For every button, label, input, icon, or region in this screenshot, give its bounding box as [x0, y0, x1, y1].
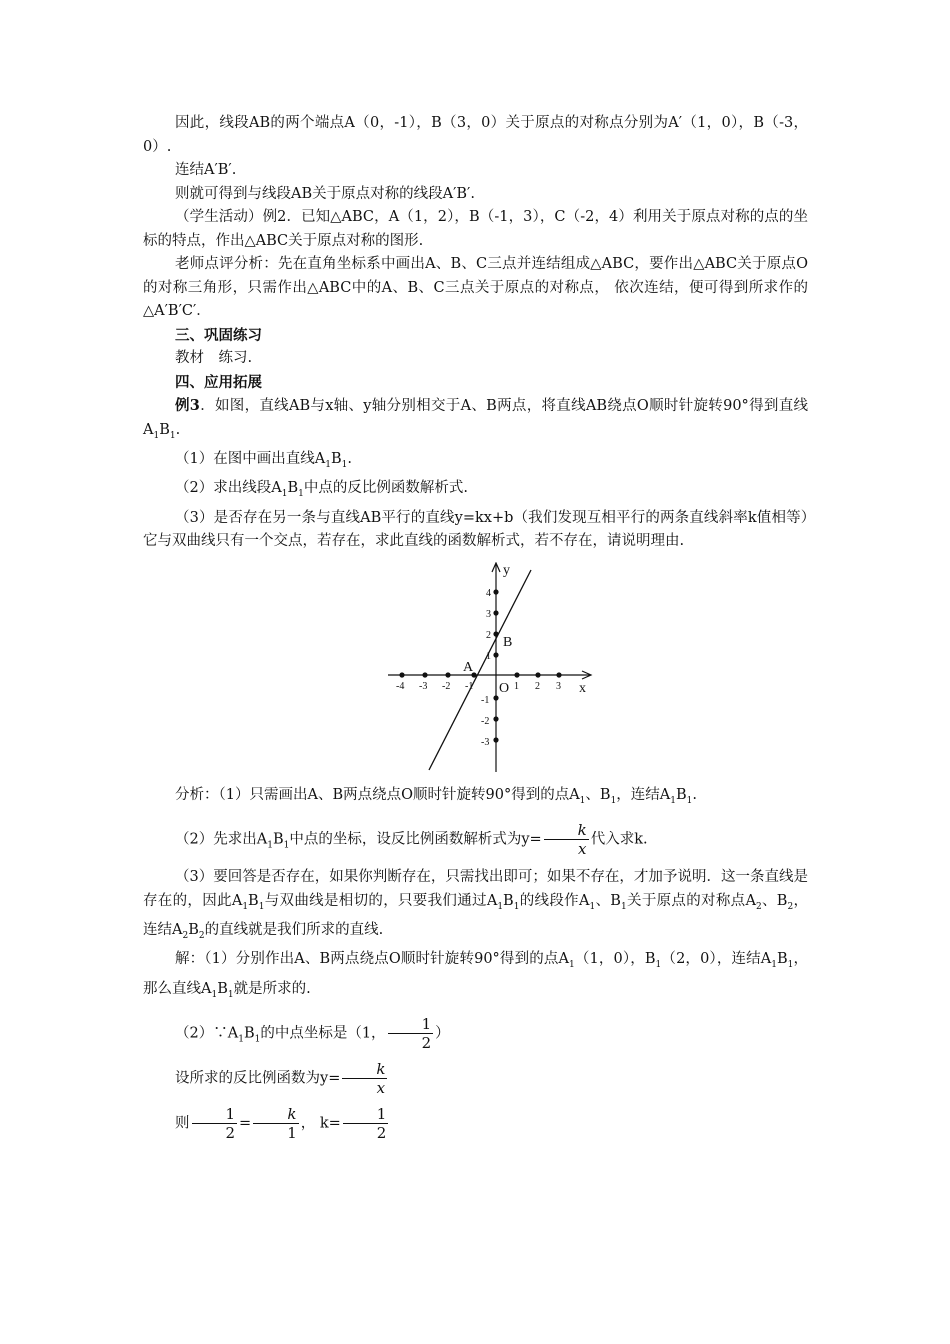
- fraction-k-over-x: $\frac{k}{x}$: [544, 821, 589, 858]
- paragraph: 教材 练习.: [175, 350, 253, 366]
- solution-1: 解：（1）分别作出A、B两点绕点O顺时针旋转90°得到的点$A_1(1$，0），$B_1(2$，0），连结$A_1B_1$，那么直线$A_1B_1$就是所求的.: [143, 951, 809, 1000]
- coordinate-figure: [385, 562, 595, 774]
- question-1: （1）在图中画出直线$A_1B_1$.: [175, 450, 352, 470]
- fraction-one-half: $\frac{1}{2}$: [192, 1105, 238, 1142]
- fraction-one-half: $\frac{1}{2}$: [343, 1105, 389, 1142]
- fraction-k-over-x: $\frac{k}{x}$: [342, 1060, 387, 1097]
- solution-3: 设所求的反比例函数为y= $\frac{k}{x}$: [175, 1060, 386, 1098]
- x-tick-label: -3: [419, 680, 428, 692]
- line-ab: [429, 570, 531, 770]
- paragraph: 老师点评分析：先在直角坐标系中画出A、B、C三点并连结组成△ABC，要作出△ABC关于原点O的对称三角形，只需作出△ABC中的A、B、C三点关于原点的对称点， 依次连结，便可得到所求作的△A′B′C′．: [143, 256, 808, 319]
- y-tick-label: -1: [481, 694, 490, 706]
- paragraph: 则就可得到与线段AB关于原点对称的线段A′B′.: [175, 185, 475, 202]
- x-tick-label: -2: [442, 680, 451, 692]
- origin-label: O: [499, 680, 510, 696]
- section-heading: 三、巩固练习: [175, 326, 262, 344]
- document-page: [143, 112, 808, 1142]
- x-tick-label: -4: [396, 680, 405, 692]
- solution-2: $(2)\because A_1B_1$的中点坐标是（1， $\frac{1}{2}$ ）: [175, 1015, 450, 1053]
- paragraph: 连结A′B′.: [175, 162, 237, 178]
- x-tick-label: 2: [535, 680, 540, 692]
- point-a-label: A: [463, 659, 474, 675]
- paragraph: （学生活动）例2．已知△ABC，A（1，2），B（-1，3），C（-2，4）利用关于原点对称的点的坐标的特点，作出△ABC关于原点对称的图形.: [143, 209, 808, 249]
- fraction-one-half: $\frac{1}{2}$: [388, 1015, 434, 1052]
- y-tick-label: 4: [486, 587, 491, 599]
- fraction-k-over-1: $\frac{k}{1}$: [253, 1105, 299, 1142]
- y-tick-label: -2: [481, 715, 490, 727]
- y-tick-label: 1: [486, 650, 491, 662]
- y-tick-label: 2: [486, 629, 491, 641]
- question-3: （3）是否存在另一条与直线AB平行的直线y=kx+b（我们发现互相平行的两条直线斜率k值相等）它与双曲线只有一个交点，若存在，求此直线的函数解析式，若不存在，请说明理由.: [143, 509, 808, 550]
- analysis-1: 分析：（1）只需画出A、B两点绕点O顺时针旋转90°得到的点$A_1$、$B_1$，连结$A_1B_1$.: [175, 786, 698, 806]
- example-3: 例3．如图，直线AB与x轴、y轴分别相交于A、B两点，将直线AB绕点O顺时针旋转90°得到直线$A_1B_1$.: [143, 397, 808, 441]
- question-2: （2）求出线段$A_1B_1$中点的反比例函数解析式.: [175, 480, 468, 500]
- x-tick-label: 1: [514, 680, 519, 692]
- analysis-2: （2）先求出$A_1B_1$中点的坐标，设反比例函数解析式为y= $\frac{k}{x}$ 代入求k.: [175, 821, 648, 859]
- solution-4: 则 $\frac{1}{2}$ = $\frac{k}{1}$ ， k= $\frac{1}{2}$: [175, 1105, 387, 1143]
- x-axis-label: x: [579, 680, 586, 696]
- y-tick-label: -3: [481, 736, 490, 748]
- y-tick-label: 3: [486, 608, 491, 620]
- x-tick-label: 3: [556, 680, 561, 692]
- analysis-3: （3）要回答是否存在，如果你判断存在，只需找出即可；如果不存在，才加予说明．这一条直线是存在的，因此$A_1B_1$与双曲线是相切的，只要我们通过$A_1B_1$的线段作$A_1$、$B_1$关于原点的对称点$A_2$、$B_2$，连结$A_2B_2$的直线就是我们所求的直线.: [143, 869, 808, 941]
- point-b-label: B: [503, 634, 513, 650]
- section-heading: 四、应用拓展: [175, 373, 262, 391]
- x-tick-label: -1: [465, 680, 474, 692]
- y-axis-label: y: [503, 562, 510, 578]
- example-label: 例3: [175, 397, 200, 414]
- paragraph: 因此，线段AB的两个端点A（0，-1），B（3，0）关于原点的对称点分别为A′（1，0），B（-3，0）.: [143, 115, 808, 155]
